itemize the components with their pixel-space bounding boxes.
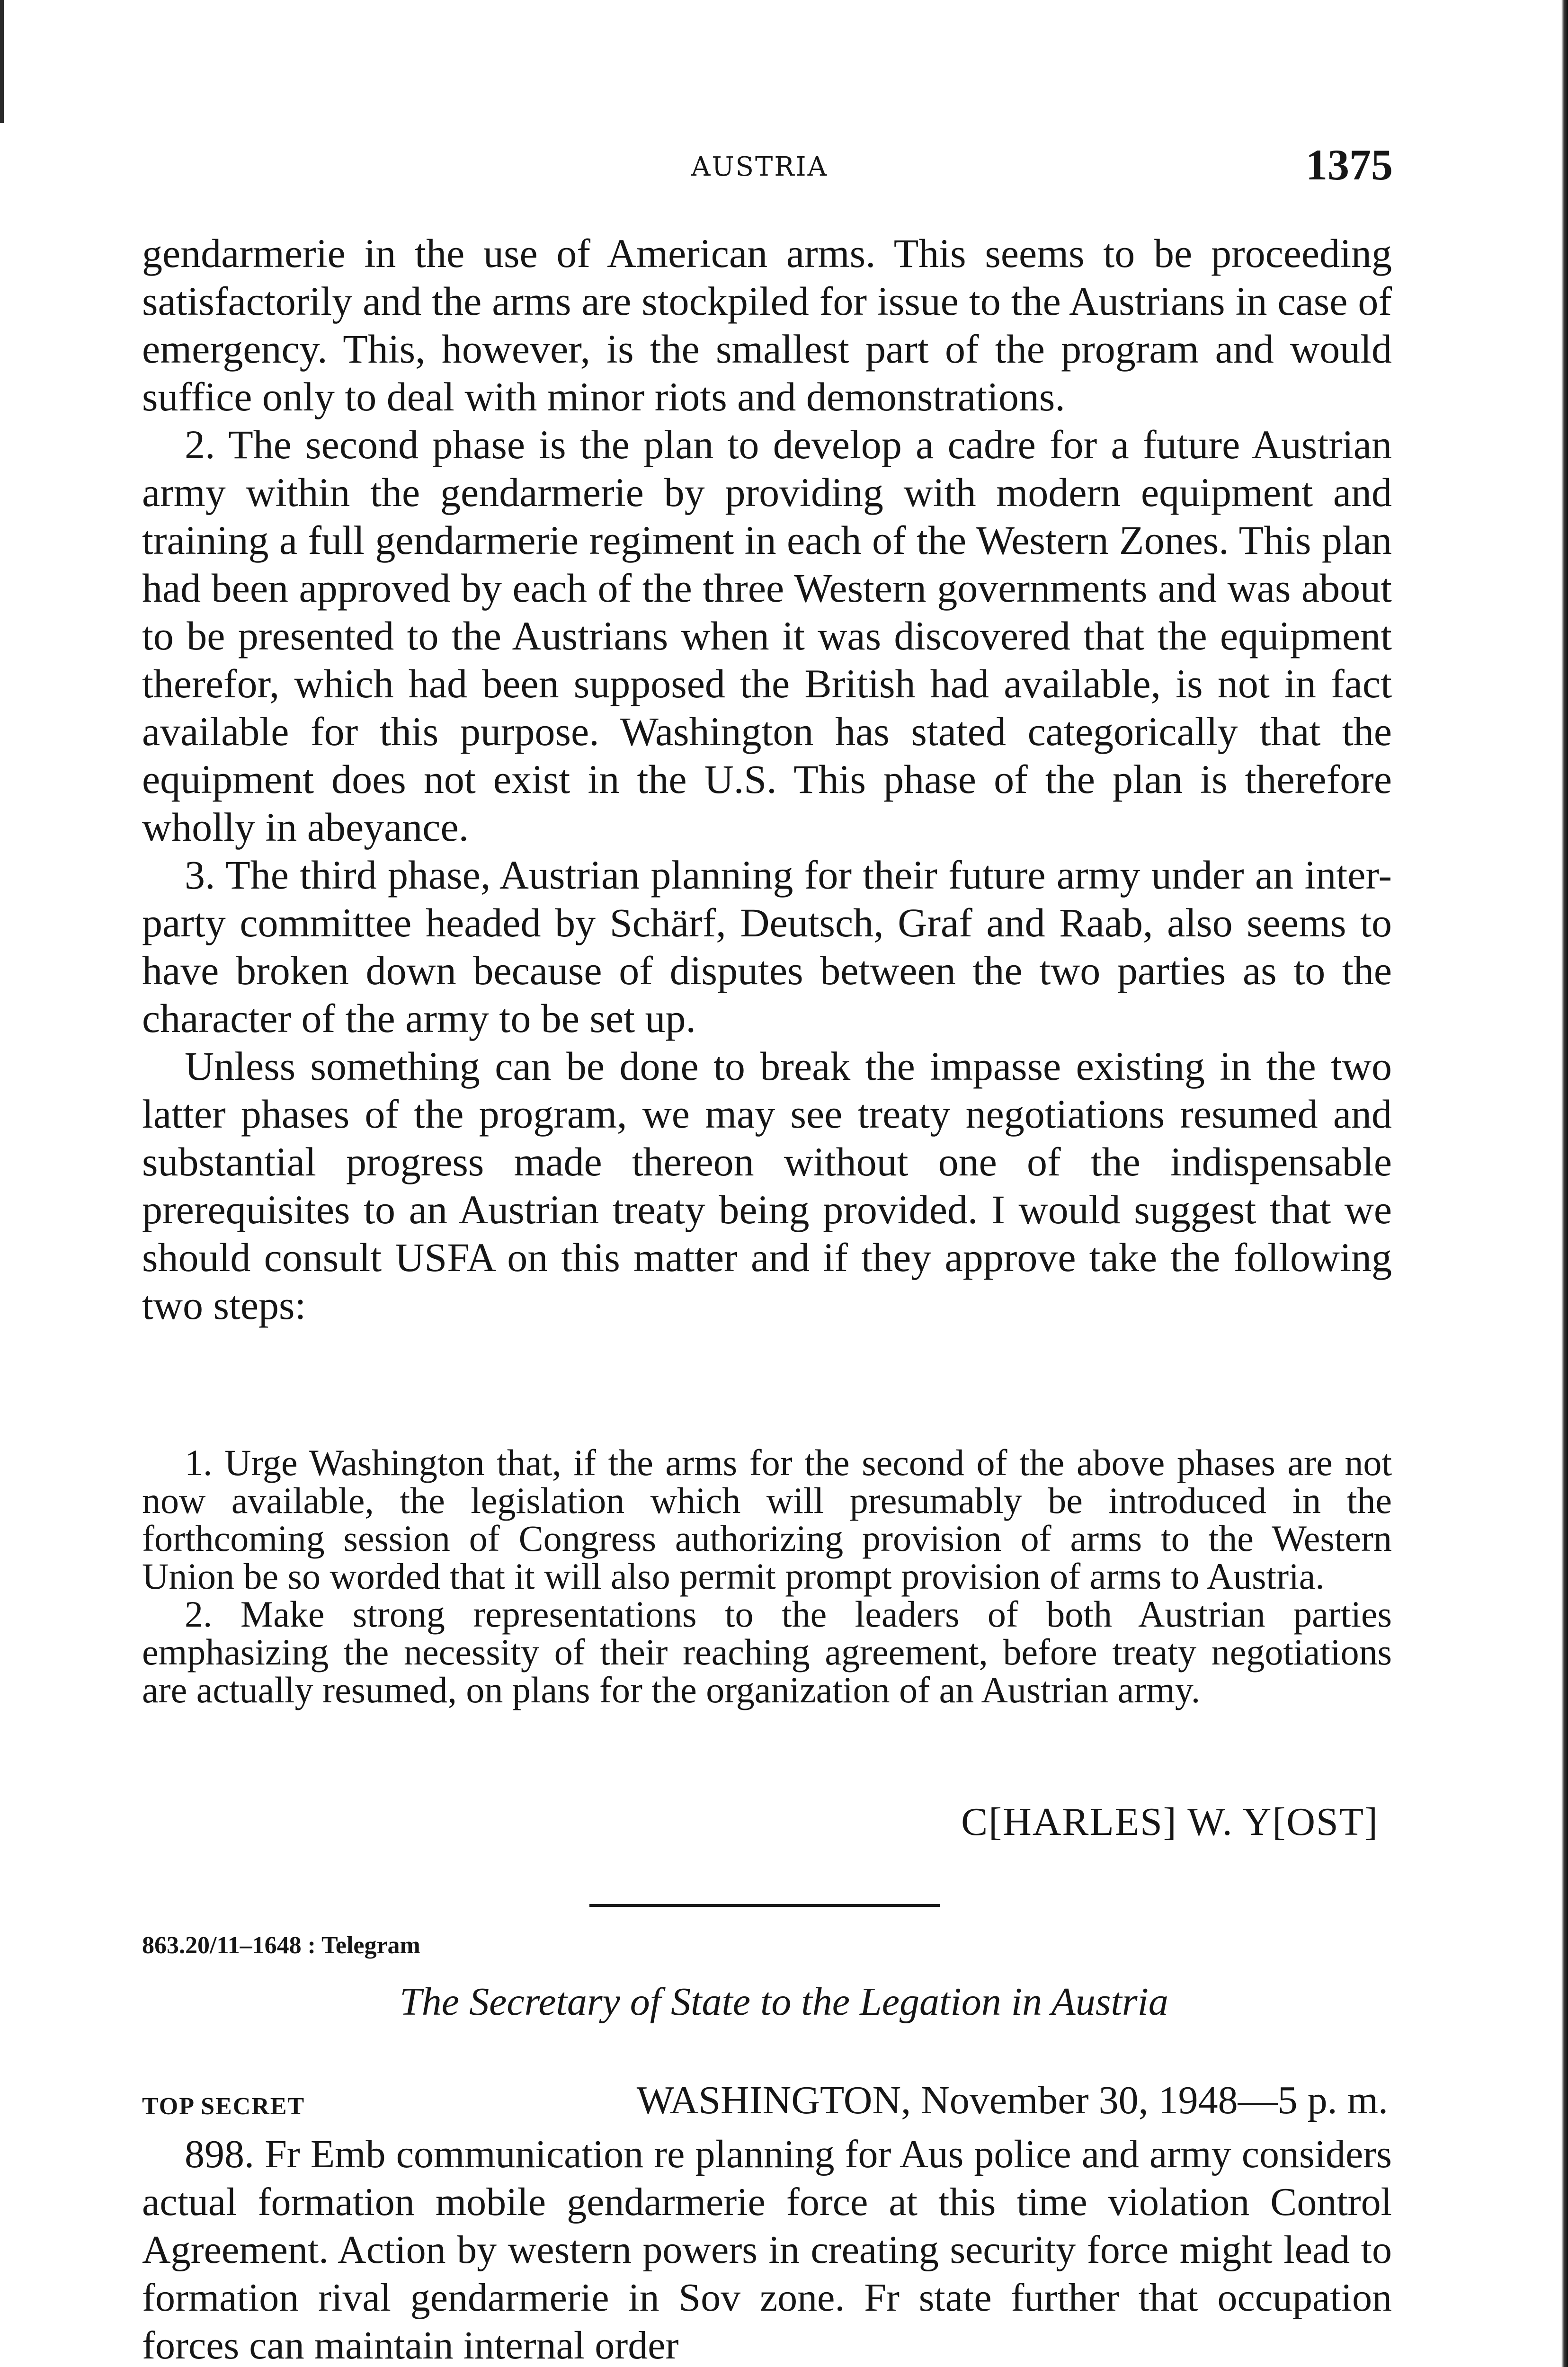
memo-paragraph: 2. The second phase is the plan to develop a cadre for a future Austrian army within the gendarmerie by providing with modern equipment and training a full gendarmerie regiment in each of the Western Zones. This plan had been approved by each of the three Western governments and was about to be presented to the Austrians when it was discovered that the equipment therefor, which had been supposed the British had available, is not in fact available for this purpose. Washington has stated categorically that the equipment does not exist in the U.S. This phase of the plan is therefore wholly in abeyance. (142, 422, 1392, 850)
step-item: 2. Make strong representations to the leaders of both Austrian parties emphasizing the necessity of their reaching agreement, before treaty negotiations are actually resumed, on plans for the organization of an Austrian army. (142, 1593, 1392, 1710)
step-item: 1. Urge Washington that, if the arms for the second of the above phases are not now available, the legislation which will presumably be introduced in the forthcoming session of Congress authorizing provision of arms to the Western Union be so worded that it will also permit prompt provision of arms to Austria. (142, 1442, 1392, 1597)
scan-edge-left (0, 0, 4, 123)
dateline: WASHINGTON, November 30, 1948—5 p. m. (636, 2078, 1388, 2122)
memo-paragraph: Unless something can be done to break the impasse existing in the two latter phases of the program, we may see treaty negotiations resumed and substantial progress made thereon without one of the indispensable prerequisites to an Austrian treaty being provided. I would suggest that we should consult USFA on this matter and if they approve take the following two steps: (142, 1043, 1392, 1328)
signature: C[HARLES] W. Y[OST] (961, 1800, 1379, 1844)
section-divider (589, 1904, 940, 1907)
file-reference: 863.20/11–1648 : Telegram (142, 1932, 420, 1959)
document-title: The Secretary of State to the Legation in Austria (400, 1980, 1168, 2024)
memo-paragraph: 3. The third phase, Austrian planning for their future army under an inter-party committee headed by Schärf, Deutsch, Graf and Raab, also seems to have broken down because of disputes between the two parties as to the character of the army to be set up. (142, 852, 1392, 1041)
telegram-paragraph: 898. Fr Emb communication re planning for Aus police and army considers actual formation mobile gendarmerie force at this time violation Control Agreement. Action by western powers in creating security force might lead to formation rival gendarmerie in Sov zone. Fr state further that occupation forces can maintain internal order (142, 2132, 1392, 2367)
memo-body (142, 230, 1392, 1329)
memo-paragraph: gendarmerie in the use of American arms. This seems to be proceeding satisfactorily and the arms are stockpiled for issue to the Austrians in case of emergency. This, however, is the smallest part of the program and would suffice only to deal with minor riots and demonstrations. (142, 231, 1392, 419)
running-title: AUSTRIA (691, 151, 829, 182)
telegram-body (142, 2130, 1392, 2367)
page-number: 1375 (1306, 141, 1393, 189)
classification-label: TOP SECRET (142, 2093, 305, 2120)
recommended-steps (142, 1444, 1392, 1709)
